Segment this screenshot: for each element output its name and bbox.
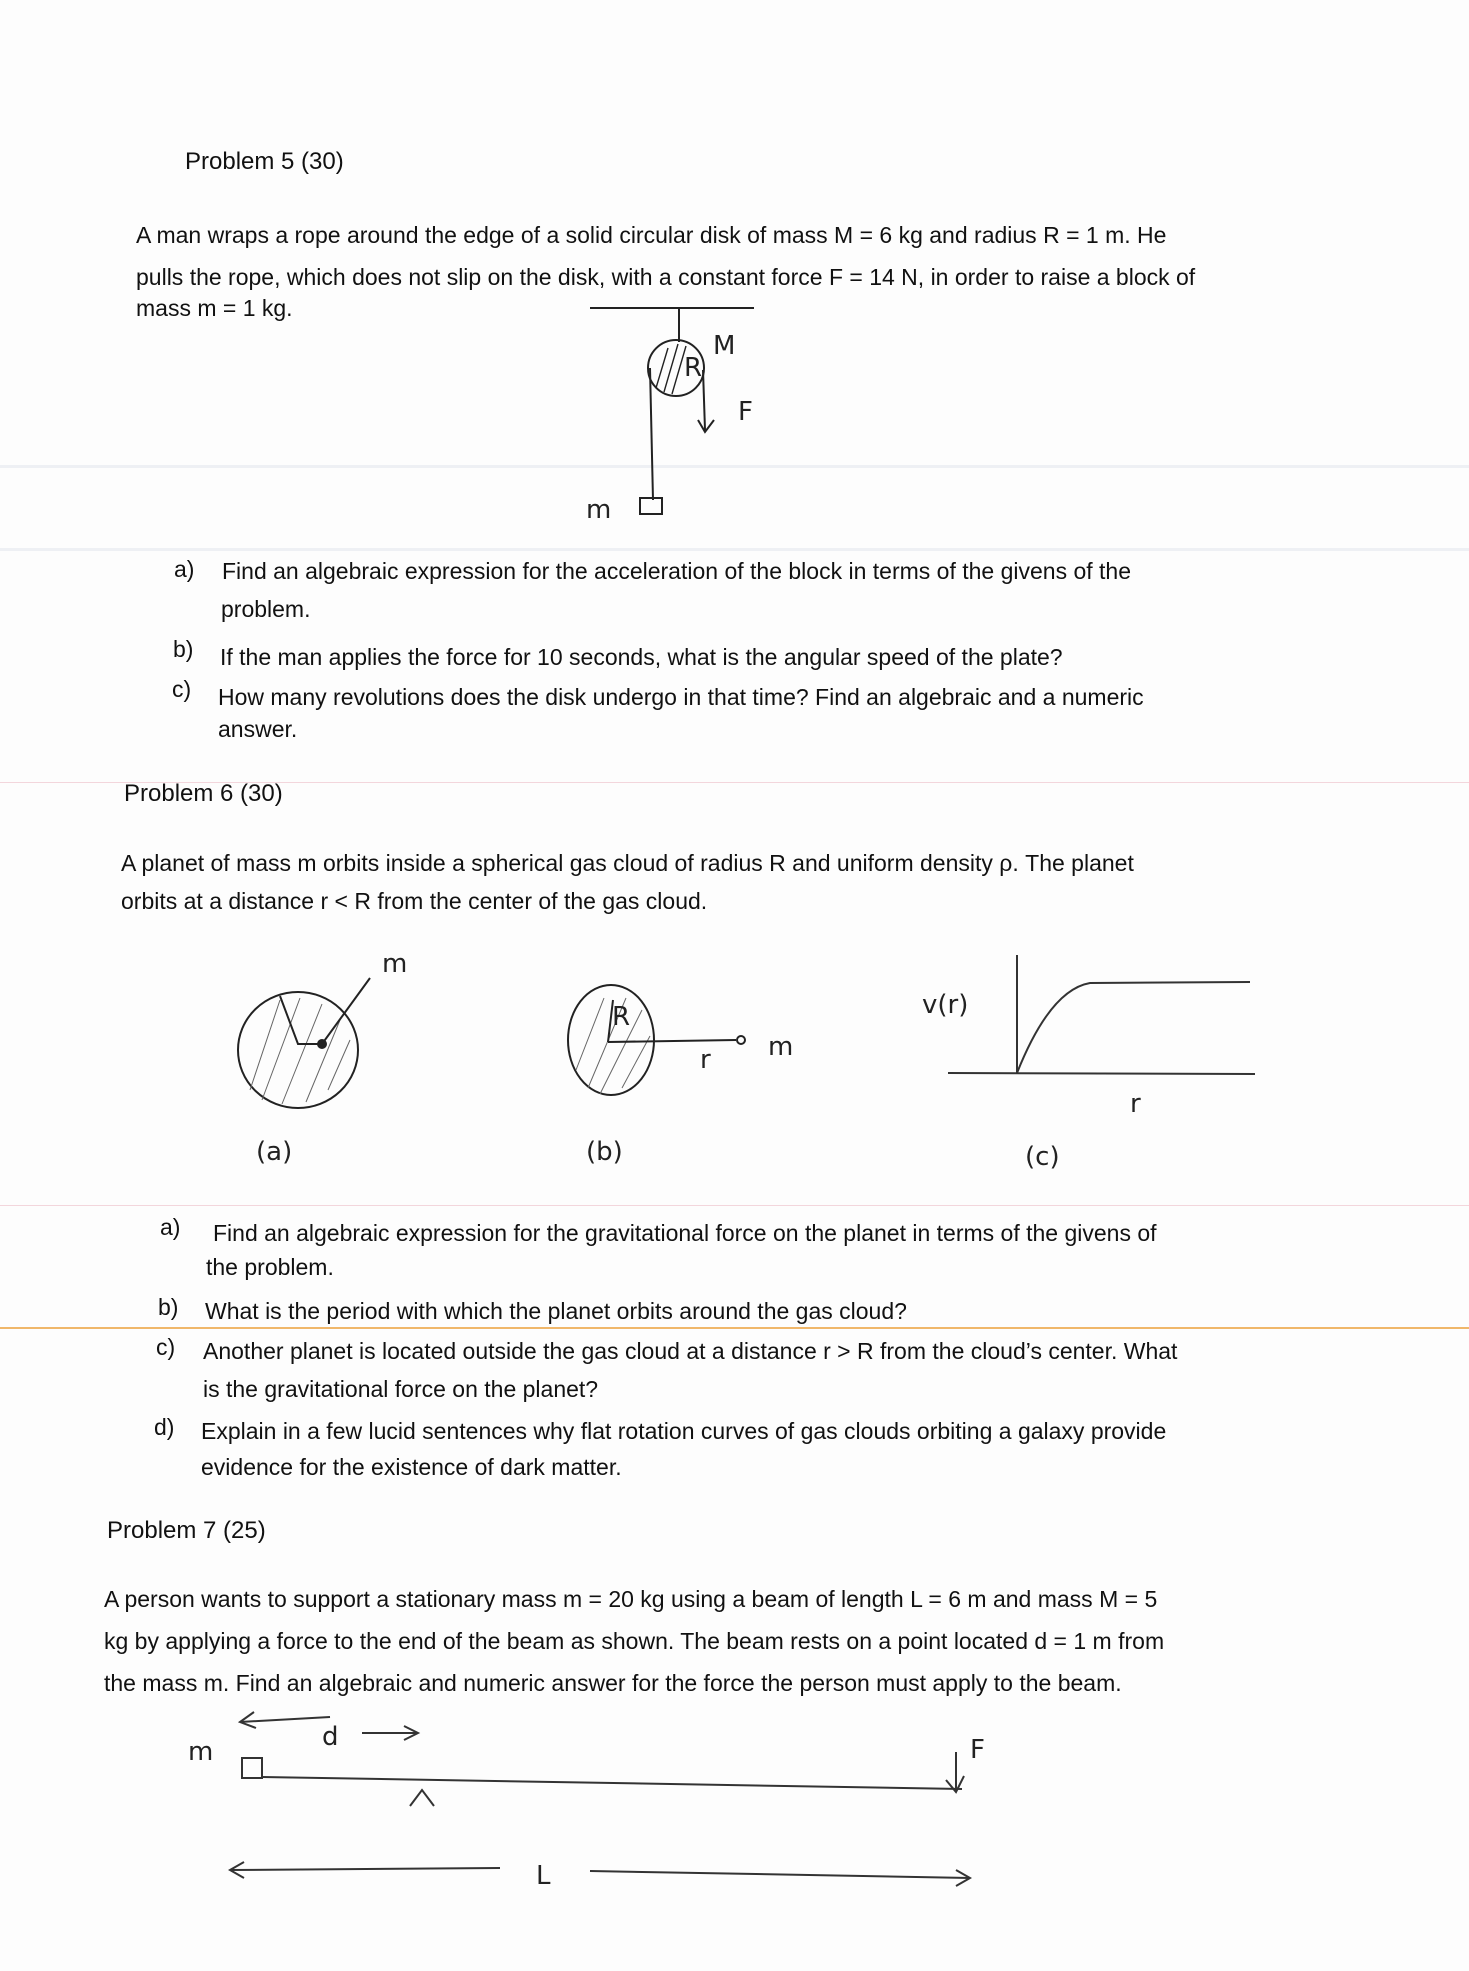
problem-7-text-line: kg by applying a force to the end of the beam as shown. The beam rests on a point located d = 1 m from (104, 1628, 1165, 1654)
question-text: Explain in a few lucid sentences why flat rotation curves of gas clouds orbiting a galaxy provide (201, 1418, 1167, 1444)
block-mass-label: m (586, 495, 612, 525)
radius-label: R (684, 353, 703, 383)
disk-mass-label: M (713, 331, 736, 361)
L-arrow-left (230, 1868, 500, 1870)
question-text: How many revolutions does the disk undergo in that time? Find an algebraic and a numeric (218, 684, 1144, 710)
label-m-a: m (382, 949, 408, 979)
label-c: (c) (1025, 1142, 1060, 1172)
question-text: the problem. (206, 1254, 334, 1280)
question-text: Find an algebraic expression for the gravitational force on the planet in terms of the givens of (213, 1220, 1157, 1246)
block-rect (640, 498, 662, 514)
question-label: c) (172, 676, 192, 702)
label-r-b: r (700, 1045, 711, 1075)
cloud-b-circle (568, 985, 654, 1095)
problem-6-text-line: orbits at a distance r < R from the center of the gas cloud. (121, 888, 708, 914)
label-R-b: R (612, 1002, 631, 1032)
problem-6-text-line: A planet of mass m orbits inside a spherical gas cloud of radius R and uniform density ρ. The planet (121, 850, 1134, 876)
beam-label-L: L (536, 1861, 551, 1891)
cloud-a-circle (238, 992, 358, 1108)
beam-diagram (230, 1712, 970, 1886)
problem-5-text-line: A man wraps a rope around the edge of a solid circular disk of mass M = 6 kg and radius R = 1 m. He (136, 222, 1167, 248)
beam-line (262, 1777, 962, 1789)
force-label: F (738, 397, 753, 427)
problem-7-text-line: A person wants to support a stationary mass m = 20 kg using a beam of length L = 6 m and mass M = 5 (104, 1586, 1158, 1612)
L-arrow-right (590, 1871, 970, 1878)
rotation-curve-diagram (948, 955, 1255, 1074)
question-label: c) (156, 1334, 176, 1360)
problem-6-title: Problem 6 (30) (124, 780, 283, 807)
velocity-curve (1017, 982, 1250, 1073)
question-label: d) (154, 1414, 175, 1440)
problem-5-text-line: mass m = 1 kg. (136, 295, 293, 321)
disk-hatching (656, 344, 686, 394)
question-label: a) (174, 556, 195, 582)
label-r-c: r (1130, 1089, 1141, 1119)
question-text: Find an algebraic expression for the acceleration of the block in terms of the givens of the (222, 558, 1132, 584)
force-arrow (703, 370, 705, 430)
question-label: a) (160, 1214, 181, 1240)
question-label: b) (173, 636, 194, 662)
question-text: Another planet is located outside the gas cloud at a distance r > R from the cloud’s center. What (203, 1338, 1178, 1364)
problem-5-title: Problem 5 (30) (185, 148, 344, 175)
label-b: (b) (586, 1137, 623, 1167)
planet-dot (318, 1040, 326, 1048)
label-m-b: m (768, 1032, 794, 1062)
question-text: is the gravitational force on the planet? (203, 1376, 599, 1402)
mass-block (242, 1758, 262, 1778)
question-label: b) (158, 1294, 179, 1320)
rope-line (650, 368, 653, 500)
beam-label-m: m (188, 1737, 214, 1767)
cloud-diagram-b (568, 985, 745, 1095)
d-arrow-left (240, 1717, 330, 1722)
beam-label-F: F (970, 1735, 985, 1765)
label-a: (a) (256, 1137, 293, 1167)
cloud-diagram-a (238, 978, 370, 1108)
label-v: v(r) (922, 990, 969, 1020)
cloud-a-hatching (250, 998, 350, 1104)
problem-5-text-line: pulls the rope, which does not slip on the disk, with a constant force F = 14 N, in order to raise a block of (136, 264, 1196, 290)
question-text: What is the period with which the planet orbits around the gas cloud? (205, 1298, 907, 1324)
question-text: problem. (221, 596, 311, 622)
question-text: evidence for the existence of dark matter. (201, 1454, 622, 1480)
d-arrowhead-left (240, 1712, 256, 1728)
fulcrum (410, 1790, 434, 1806)
question-text: If the man applies the force for 10 seconds, what is the angular speed of the plate? (220, 644, 1063, 670)
beam-label-d: d (322, 1722, 339, 1752)
force-arrowhead (698, 420, 714, 432)
planet-circle-b (737, 1036, 745, 1044)
problem-7-text-line: the mass m. Find an algebraic and numeric answer for the force the person must apply to the beam. (104, 1670, 1122, 1696)
pointer-line (322, 978, 370, 1044)
x-axis (948, 1073, 1255, 1074)
question-text: answer. (218, 716, 298, 742)
problem-7-title: Problem 7 (25) (107, 1517, 266, 1544)
